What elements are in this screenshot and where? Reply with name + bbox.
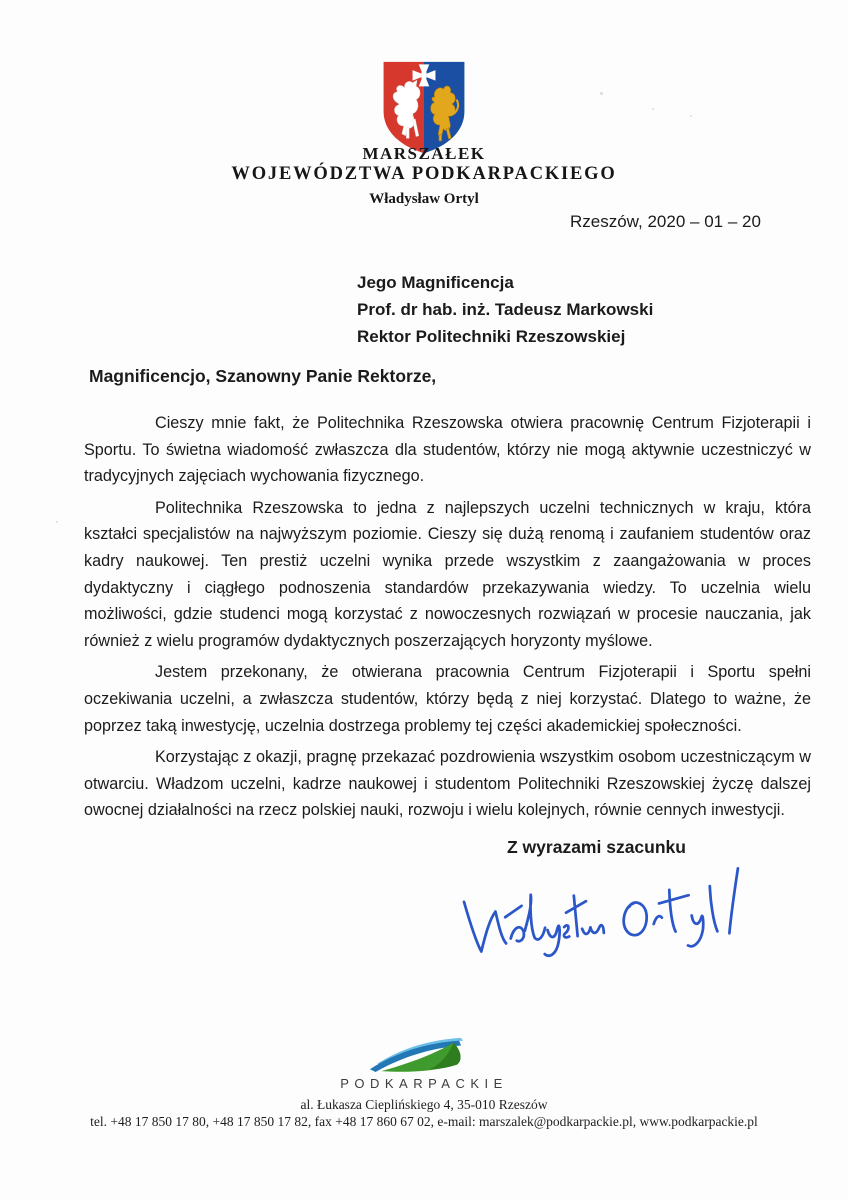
body-paragraph-3: Jestem przekonany, że otwierana pracownia Centrum Fizjoterapii i Sportu spełni oczekiwania uczelni, a zwłaszcza studentów, którzy będą z niej korzystać. Dlatego to ważne, że poprzez taką inwestycję, uczelnia dostrzega problemy tej części akademickiej społeczności. (84, 663, 811, 735)
body-paragraph-4: Korzystając z okazji, pragnę przekazać pozdrowienia wszystkim osobom uczestniczącym w otwarciu. Władzom uczelni, kadrze naukowej i studentom Politechniki Rzeszowskiej życzę dalszej owocnej działalności na rzecz polskiej nauki, rozwoju i wielu kolejnych, równie cennych inwestycji. (84, 748, 811, 820)
signature-handwriting (450, 861, 753, 969)
office-title-line1: MARSZAŁEK (362, 144, 486, 163)
office-title-line2: WOJEWÓDZTWA PODKARPACKIEGO (231, 164, 617, 184)
dateline: Rzeszów, 2020 – 01 – 20 (570, 212, 761, 231)
scan-speck (652, 108, 654, 110)
office-holder-name: Władysław Ortyl (369, 191, 479, 207)
footer-address (0, 1096, 848, 1130)
letter-body (84, 410, 811, 829)
scan-speck (690, 115, 692, 117)
address-line: al. Łukasza Cieplińskiego 4, 35-010 Rzeszów (300, 1097, 548, 1112)
salutation: Magnificencjo, Szanowny Panie Rektorze, (89, 366, 437, 386)
signature-strokes (463, 868, 741, 958)
podkarpackie-coat-of-arms-icon (380, 60, 468, 155)
footer-logo (0, 1035, 848, 1091)
scan-speck (600, 92, 603, 95)
recipient-honorific: Jego Magnificencja (357, 273, 514, 292)
body-paragraph-2: Politechnika Rzeszowska to jedna z najlepszych uczelni technicznych w kraju, która kształci specjalistów na najwyższym poziomie. Cieszy się dużą renomą i zaufaniem studentów oraz kadry naukowej. Ten prestiż uczelni wynika przede wszystkim z zaangażowania w proces dydaktyczny i ciągłego podnoszenia standardów przekazywania wiedzy. To uczelnia wielu możliwości, gdzie studenci mogą korzystać z nowoczesnych rozwiązań w procesie nauczania, jak również z wielu programów dydaktycznych poszerzających horyzonty myślowe. (84, 498, 811, 650)
recipient-name: Prof. dr hab. inż. Tadeusz Markowski (357, 300, 654, 319)
scan-speck (56, 521, 58, 523)
closing-phrase: Z wyrazami szacunku (507, 837, 686, 857)
recipient-title: Rektor Politechniki Rzeszowskiej (357, 327, 626, 346)
recipient-block (357, 269, 653, 350)
body-paragraph-1: Cieszy mnie fakt, że Politechnika Rzeszowska otwiera pracownię Centrum Fizjoterapii i Sportu. To świetna wiadomość zwłaszcza dla studentów, którzy nie mogą aktywnie uczestniczyć w tradycyjnych zajęciach wychowania fizycznego. (84, 414, 811, 486)
footer-logo-text: PODKARPACKIE (340, 1076, 508, 1091)
contact-line: tel. +48 17 850 17 80, +48 17 850 17 82, fax +48 17 860 67 02, e-mail: marszalek@podkarpackie.pl, www.podkarpackie.pl (90, 1114, 758, 1129)
podkarpackie-logo-icon (360, 1035, 488, 1073)
